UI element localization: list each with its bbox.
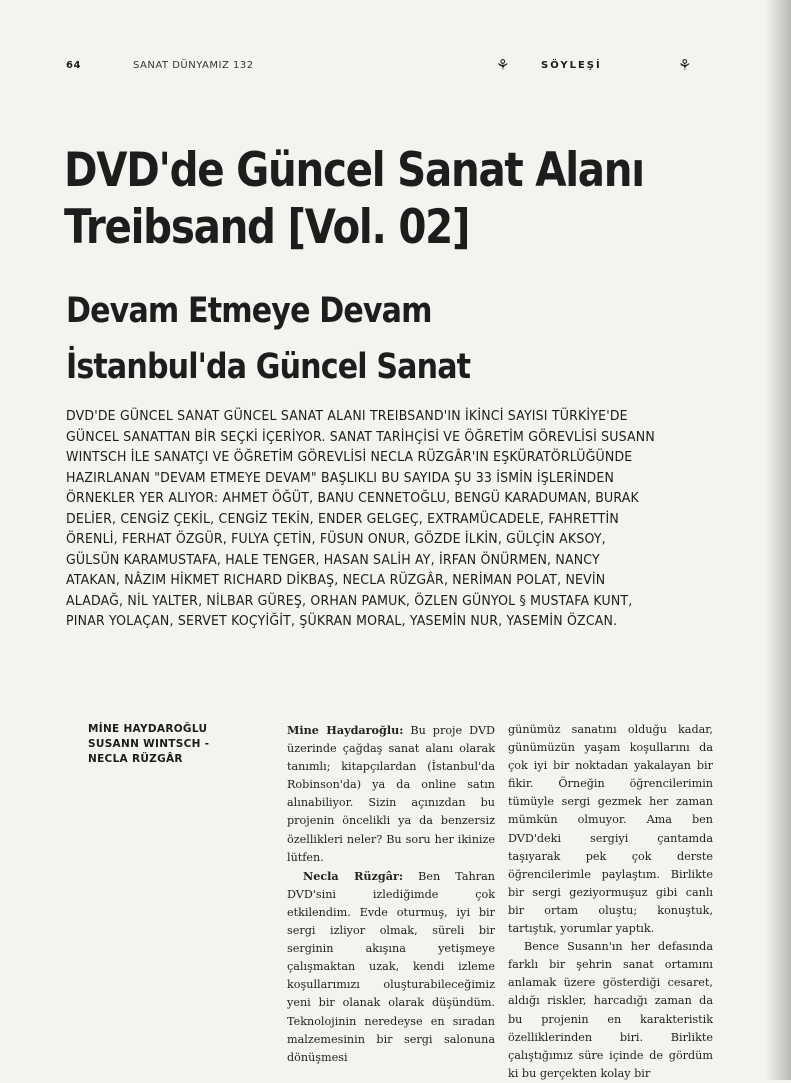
- page-binding-shadow: [765, 0, 791, 1080]
- magazine-issue: SANAT DÜNYAMIZ 132: [133, 60, 254, 71]
- body-paragraph: günümüz sanatını olduğu kadar, günümüzün yaşam koşullarını da çok iyi bir noktadan yakalayan bir fikir. Örneğin öğrencilerimin tümüyle sergi gezmek her zaman mümkün olmuyor. Ama ben DVD'deki sergiyi çantamda taşıyarak pek çok derste öğrencilerimle paylaştım. Birlikte bir sergi geziyormuşuz gibi canlı bir ortam oluştu; konuştuk, tartıştık, yorumlar yaptık.: [508, 723, 713, 936]
- ornament-icon: ⚘: [678, 56, 692, 74]
- author-line: SUSANN WINTSCH -: [88, 738, 210, 750]
- body-paragraph: [287, 721, 495, 867]
- paragraph-text: Bu proje DVD üzerinde çağdaş sanat alanı olarak tanımlı; kitapçılardan (İstanbul'da Robinson'da) ya da online satın alınabiliyor. Sizin açınızdan bu projenin öncelikli ya da benzersiz özellikleri neler? Bu soru her ikinize lütfen.: [287, 724, 495, 864]
- author-line: MİNE HAYDAROĞLU: [88, 723, 208, 735]
- subtitle-line: Devam Etmeye Devam: [66, 291, 432, 331]
- speaker-name: Mine Haydaroğlu:: [287, 723, 404, 737]
- speaker-name: Necla Rüzgâr:: [303, 868, 403, 883]
- body-column-1: [287, 721, 495, 1067]
- paragraph-text: Ben Tahran DVD'sini izlediğimde çok etkilendim. Evde oturmuş, iyi bir sergi izliyor olmak, süreli bir serginin akışına yetişmeye çalışmaktan uzak, kendi izleme koşullarımızı oluşturabileceğimiz yeni bir olanak olarak düşündüm. Teknolojinin neredeyse en sıradan malzemesinin bir sergi salonuna dönüşmesi: [287, 869, 495, 1064]
- page-number: 64: [66, 60, 81, 71]
- subtitle-line: İstanbul'da Güncel Sanat: [66, 347, 471, 387]
- body-paragraph: Bence Susann'ın her defasında farklı bir şehrin sanat ortamını anlamak üzere gösterdiği cesaret, aldığı riskler, harcadığı zaman da bu projenin en karakteristik özelliklerinden biri. Birlikte çalıştığımız süre içinde de gördüm ki bu gerçekten kolay bir: [508, 940, 713, 1080]
- ornament-icon: ⚘: [496, 56, 510, 74]
- article-subtitle: [66, 283, 668, 395]
- article-lead: DVD'DE GÜNCEL SANAT GÜNCEL SANAT ALANI TREIBSAND'IN İKİNCİ SAYISI TÜRKİYE'DE GÜNCEL SANATTAN BİR SEÇKİ İÇERİYOR. SANAT TARİHÇİSİ VE ÖĞRETİM GÖREVLİSİ SUSANN WINTSCH İLE SANATÇI VE ÖĞRETİM GÖREVLİSİ NECLA RÜZGÂR'IN EŞKÜRATÖRLÜĞÜNDE HAZIRLANAN "DEVAM ETMEYE DEVAM" BAŞLIKLI BU SAYIDA ŞU 33 İSMİN İŞLERİNDEN ÖRNEKLER YER ALIYOR: AHMET ÖĞÜT, BANU CENNETOĞLU, BENGÜ KARADUMAN, BURAK DELİER, CENGİZ ÇEKİL, CENGİZ TEKİN, ENDER GELGEÇ, EXTRAMÜCADELE, FAHRETTİN ÖRENLİ, FERHAT ÖZGÜR, FULYA ÇETİN, FÜSUN ONUR, GÖZDE İLKİN, GÜLÇİN AKSOY, GÜLSÜN KARAMUSTAFA, HALE TENGER, HASAN SALİH AY, İRFAN ÖNÜRMEN, NANCY ATAKAN, NÂZIM HİKMET RICHARD DİKBAŞ, NECLA RÜZGÂR, NERİMAN POLAT, NEVİN ALADAĞ, NİL YALTER, NİLBAR GÜREŞ, ORHAN PAMUK, ÖZLEN GÜNYOL § MUSTAFA KUNT, PINAR YOLAÇAN, SERVET KOÇYİĞİT, ŞÜKRAN MORAL, YASEMİN NUR, YASEMİN ÖZCAN.: [66, 409, 655, 629]
- author-line: NECLA RÜZGÂR: [88, 753, 183, 765]
- running-header: [66, 56, 706, 80]
- article-title: DVD'de Güncel Sanat Alanı Treibsand [Vol. 02]: [64, 143, 644, 255]
- section-label: SÖYLEŞİ: [541, 60, 602, 71]
- body-paragraph: [287, 867, 495, 1067]
- author-credits: [88, 722, 258, 767]
- body-column-2: [508, 721, 713, 1083]
